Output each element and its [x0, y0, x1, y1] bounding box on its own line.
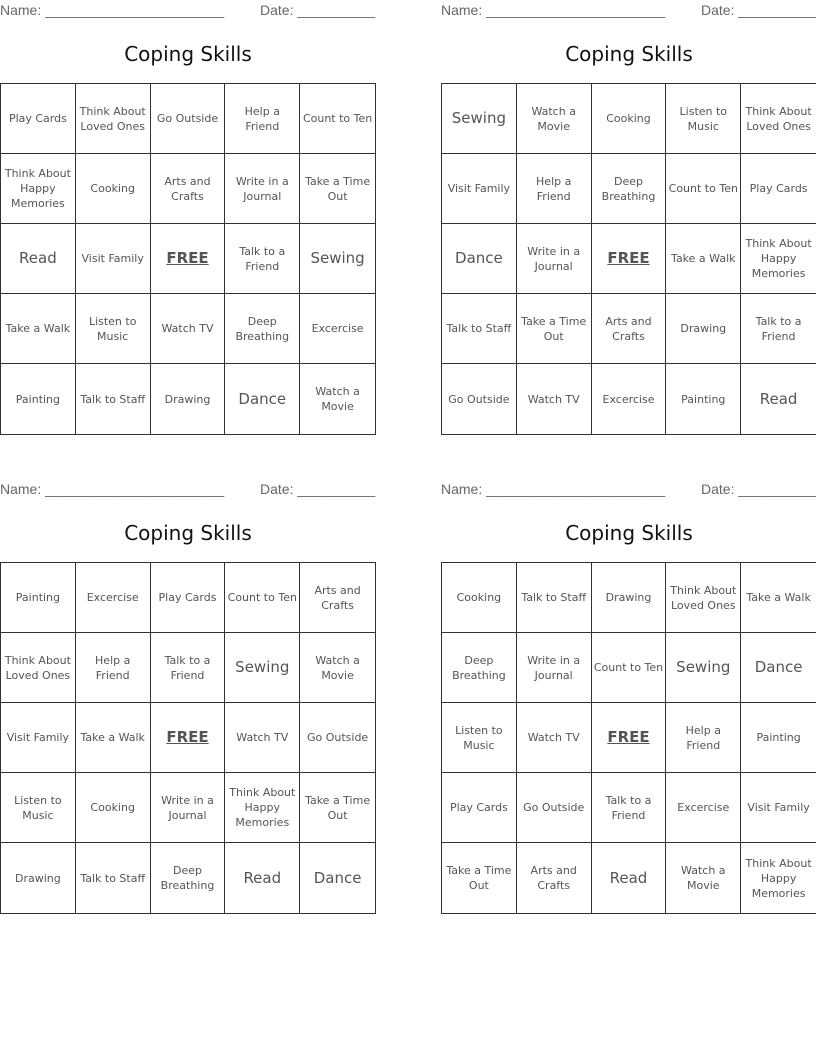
- bingo-cell: Arts and Crafts: [517, 843, 592, 913]
- bingo-cell: Painting: [1, 364, 76, 434]
- bingo-cell: Excercise: [666, 773, 741, 843]
- bingo-cell: Talk to Staff: [442, 294, 517, 364]
- bingo-cell: Cooking: [76, 154, 151, 224]
- bingo-cell: Take a Walk: [1, 294, 76, 364]
- bingo-cell: Read: [759, 389, 798, 408]
- bingo-cell: Watch TV: [151, 294, 226, 364]
- bingo-cell: Read: [592, 843, 667, 913]
- bingo-cell: Think About Loved Ones: [741, 84, 816, 154]
- bingo-cell: Painting: [666, 364, 741, 434]
- bingo-cell: Sewing: [225, 633, 300, 703]
- card-header: [0, 0, 376, 22]
- card-header: [441, 0, 816, 22]
- bingo-cell: Painting: [741, 703, 816, 773]
- bingo-cell: Take a Time Out: [300, 773, 375, 843]
- bingo-grid: [0, 83, 376, 435]
- bingo-cell: Excercise: [592, 364, 667, 434]
- bingo-cell: Drawing: [151, 364, 226, 434]
- bingo-cell: Think About Happy Memories: [741, 224, 816, 294]
- bingo-grid: [0, 562, 376, 914]
- bingo-cell: Take a Walk: [666, 224, 741, 294]
- bingo-cell: Cooking: [592, 84, 667, 154]
- bingo-cell: Watch TV: [517, 364, 592, 434]
- bingo-cell: Arts and Crafts: [300, 563, 375, 633]
- bingo-cell: Talk to Staff: [76, 364, 151, 434]
- bingo-cell: Deep Breathing: [592, 154, 667, 224]
- bingo-cell: Deep Breathing: [151, 843, 226, 913]
- bingo-cell: Write in a Journal: [151, 773, 226, 843]
- name-field-label: Name: _______________________: [441, 2, 666, 18]
- bingo-cell: Arts and Crafts: [151, 154, 226, 224]
- card-title: Coping Skills: [124, 42, 252, 66]
- date-field-label: Date: __________: [701, 2, 816, 18]
- bingo-cell: Listen to Music: [1, 773, 76, 843]
- bingo-cell: Think About Loved Ones: [1, 633, 76, 703]
- bingo-cell: Take a Time Out: [442, 843, 517, 913]
- bingo-cell: Talk to a Friend: [592, 773, 667, 843]
- bingo-cell: Talk to Staff: [517, 563, 592, 633]
- bingo-cell: Drawing: [592, 563, 667, 633]
- bingo-cell: Watch TV: [225, 703, 300, 773]
- card-title: Coping Skills: [124, 521, 252, 545]
- bingo-cell: Dance: [225, 364, 300, 434]
- bingo-cell: Dance: [741, 633, 816, 703]
- bingo-cell: Think About Loved Ones: [76, 84, 151, 154]
- free-space: FREE: [592, 224, 667, 294]
- bingo-cell: Play Cards: [1, 84, 76, 154]
- bingo-cell: Drawing: [666, 294, 741, 364]
- bingo-cell: Watch a Movie: [517, 84, 592, 154]
- bingo-cell: Count to Ten: [666, 154, 741, 224]
- bingo-cell: Take a Time Out: [517, 294, 592, 364]
- bingo-cell: Play Cards: [151, 563, 226, 633]
- name-field-label: Name: _______________________: [0, 481, 225, 497]
- bingo-cell: Sewing: [300, 224, 375, 294]
- bingo-cell: Cooking: [76, 773, 151, 843]
- card-header: [441, 479, 816, 501]
- bingo-cell: Talk to a Friend: [151, 633, 226, 703]
- bingo-cell: Cooking: [442, 563, 517, 633]
- bingo-cell: Think About Loved Ones: [666, 563, 741, 633]
- bingo-cell: Watch a Movie: [300, 633, 375, 703]
- bingo-cell: Watch TV: [517, 703, 592, 773]
- bingo-card: [441, 0, 816, 440]
- bingo-cell: Read: [1, 224, 76, 294]
- bingo-cell: Write in a Journal: [517, 633, 592, 703]
- card-title: Coping Skills: [565, 42, 693, 66]
- bingo-cell: Take a Walk: [741, 563, 816, 633]
- bingo-cell: Go Outside: [151, 84, 226, 154]
- bingo-cell: Visit Family: [442, 154, 517, 224]
- bingo-cell: Excercise: [300, 294, 375, 364]
- bingo-cell: Play Cards: [741, 154, 816, 224]
- bingo-cell: Help a Friend: [76, 633, 151, 703]
- bingo-cell: Help a Friend: [517, 154, 592, 224]
- bingo-grid: [441, 83, 816, 435]
- bingo-cell: Listen to Music: [442, 703, 517, 773]
- bingo-card: [0, 479, 376, 919]
- bingo-cell: Sewing: [666, 633, 741, 703]
- free-space: FREE: [151, 224, 226, 294]
- bingo-cell: Count to Ten: [592, 633, 667, 703]
- bingo-card: [441, 479, 816, 919]
- bingo-cell: Sewing: [442, 84, 517, 154]
- bingo-cell: Think About Happy Memories: [1, 154, 76, 224]
- bingo-cell: Write in a Journal: [225, 154, 300, 224]
- bingo-cell: Help a Friend: [225, 84, 300, 154]
- bingo-cell: Think About Happy Memories: [745, 856, 812, 900]
- name-field-label: Name: _______________________: [0, 2, 225, 18]
- bingo-cell: Visit Family: [741, 773, 816, 843]
- bingo-cell: Drawing: [1, 843, 76, 913]
- bingo-cell: Listen to Music: [666, 84, 741, 154]
- date-field-label: Date: __________: [701, 481, 816, 497]
- bingo-cell: Arts and Crafts: [592, 294, 667, 364]
- bingo-cell: Visit Family: [1, 703, 76, 773]
- card-header: [0, 479, 376, 501]
- bingo-cell: Read: [225, 843, 300, 913]
- bingo-cell: Go Outside: [300, 703, 375, 773]
- bingo-card: [0, 0, 376, 440]
- bingo-cell: Dance: [442, 224, 517, 294]
- bingo-cell: Play Cards: [442, 773, 517, 843]
- bingo-cell: Think About Happy Memories: [225, 773, 300, 843]
- bingo-cell: Deep Breathing: [442, 633, 517, 703]
- card-title: Coping Skills: [565, 521, 693, 545]
- bingo-cell: Painting: [1, 563, 76, 633]
- bingo-cell: Dance: [313, 868, 362, 887]
- bingo-grid: [441, 562, 816, 914]
- bingo-cell: Listen to Music: [76, 294, 151, 364]
- date-field-label: Date: __________: [260, 481, 376, 497]
- bingo-cell: Watch a Movie: [315, 385, 360, 413]
- bingo-cell: Talk to Staff: [76, 843, 151, 913]
- date-field-label: Date: __________: [260, 2, 376, 18]
- bingo-cell: Watch a Movie: [666, 843, 741, 913]
- name-field-label: Name: _______________________: [441, 481, 666, 497]
- bingo-cell: Visit Family: [76, 224, 151, 294]
- bingo-cell: Count to Ten: [225, 563, 300, 633]
- bingo-cell: Deep Breathing: [225, 294, 300, 364]
- bingo-cell: Write in a Journal: [517, 224, 592, 294]
- bingo-cell: Go Outside: [442, 364, 517, 434]
- free-space: FREE: [151, 703, 226, 773]
- bingo-cell: Talk to a Friend: [225, 224, 300, 294]
- bingo-cell: Talk to a Friend: [741, 294, 816, 364]
- bingo-cell: Take a Time Out: [300, 154, 375, 224]
- free-space: FREE: [592, 703, 667, 773]
- bingo-cell: Excercise: [76, 563, 151, 633]
- bingo-cell: Go Outside: [517, 773, 592, 843]
- bingo-cell: Take a Walk: [76, 703, 151, 773]
- bingo-cell: Count to Ten: [300, 84, 375, 154]
- bingo-cell: Help a Friend: [666, 703, 741, 773]
